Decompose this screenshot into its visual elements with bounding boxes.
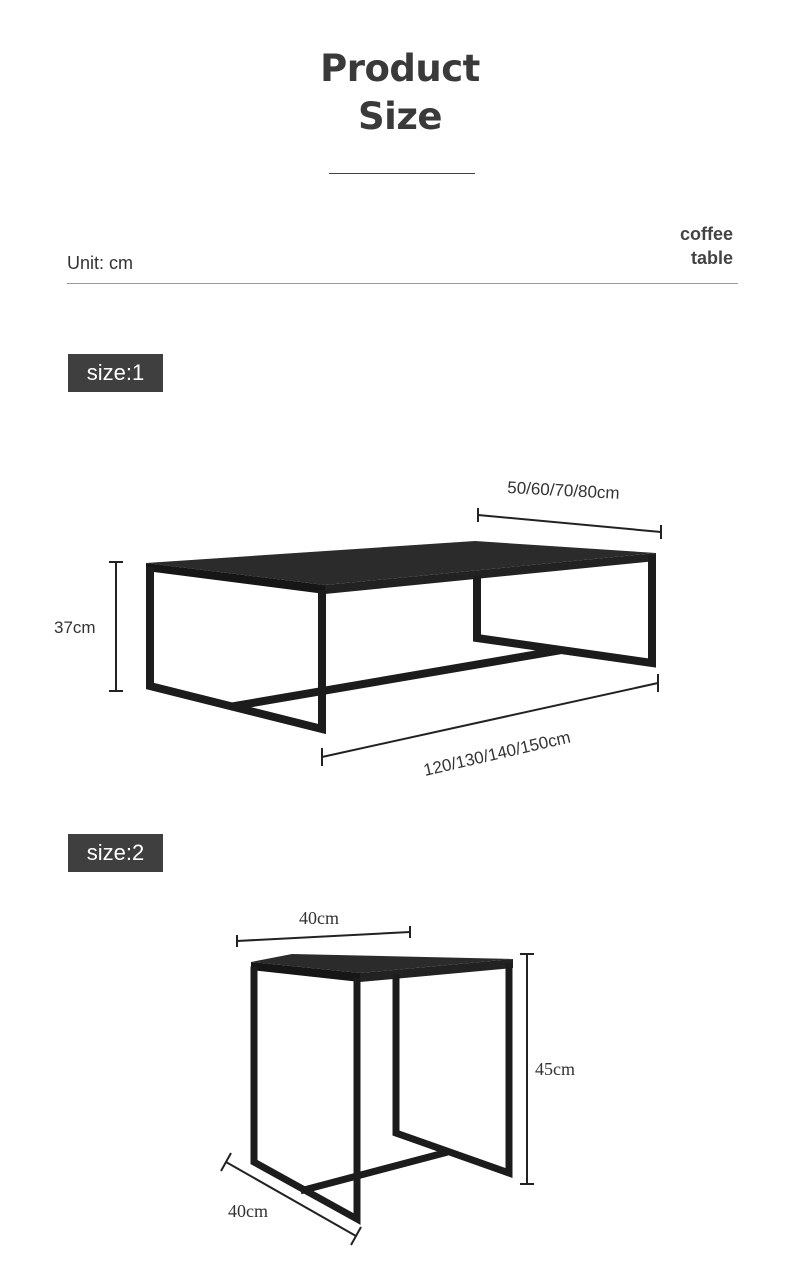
page-title-line1: Product bbox=[320, 47, 480, 90]
product-type-line2: table bbox=[690, 248, 733, 268]
coffee-table-illustration bbox=[54, 478, 661, 780]
page-title-line2: Size bbox=[358, 95, 442, 138]
size-1-badge: size:1 bbox=[68, 354, 163, 392]
coffee-table-height-label: 37cm bbox=[54, 618, 96, 637]
side-table-illustration bbox=[221, 908, 575, 1245]
coffee-table-height-dimension bbox=[109, 562, 123, 691]
coffee-table-length-label: 120/130/140/150cm bbox=[421, 727, 573, 780]
product-type-line1: coffee bbox=[679, 224, 733, 244]
side-table-height-label: 45cm bbox=[535, 1059, 575, 1079]
size-2-badge: size:2 bbox=[68, 834, 163, 872]
coffee-table-width-dimension bbox=[478, 508, 661, 539]
unit-label: Unit: cm bbox=[67, 253, 134, 273]
side-table-right-leg bbox=[396, 967, 509, 1173]
side-table-width-dimension bbox=[237, 926, 410, 947]
side-table-width-label: 40cm bbox=[299, 908, 339, 928]
coffee-table-stretcher bbox=[235, 651, 556, 706]
side-table-depth-dimension bbox=[221, 1153, 361, 1245]
coffee-table-width-label: 50/60/70/80cm bbox=[506, 478, 621, 503]
side-table-stretcher bbox=[304, 1153, 444, 1190]
side-table-depth-label: 40cm bbox=[228, 1201, 268, 1221]
side-table-height-dimension bbox=[520, 954, 534, 1184]
